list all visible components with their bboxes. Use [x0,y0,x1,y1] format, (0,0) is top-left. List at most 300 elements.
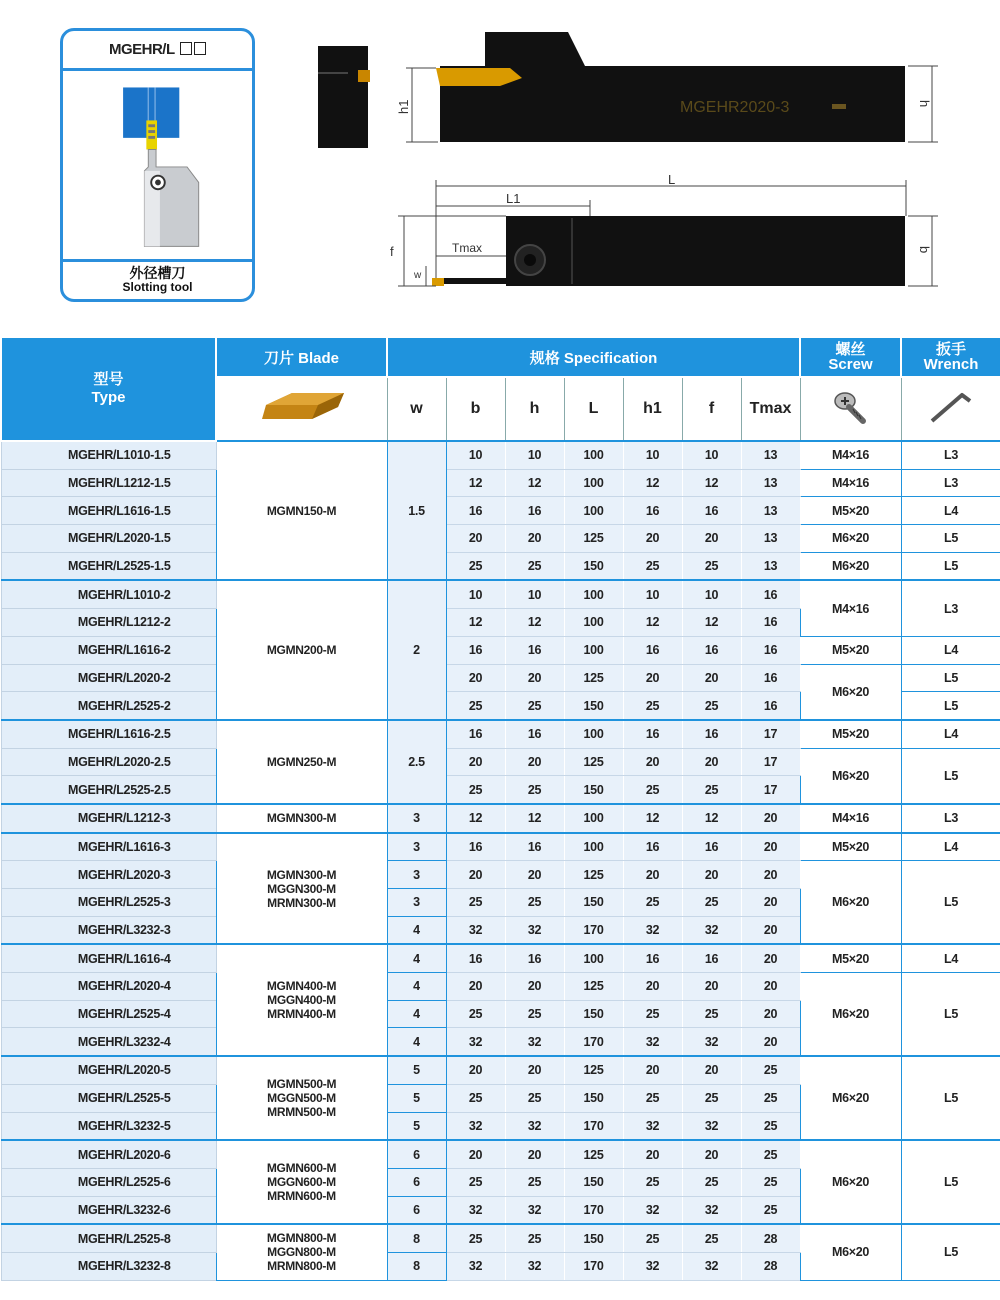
spec-tmax-cell: 13 [741,469,800,497]
spec-h1-cell: 12 [623,609,682,637]
screw-cell: M4×16 [800,469,901,497]
spec-h-cell: 20 [505,1140,564,1168]
col-Tmax: Tmax [741,377,800,441]
table-row [1,497,1000,525]
spec-l-cell: 100 [564,636,623,664]
spec-l-cell: 170 [564,1112,623,1140]
spec-tmax-cell: 16 [741,609,800,637]
type-cell: MGEHR/L3232-5 [1,1112,216,1140]
type-cell: MGEHR/L1010-1.5 [1,441,216,469]
screw-icon [831,387,871,427]
spec-tmax-cell: 13 [741,497,800,525]
type-cell: MGEHR/L3232-8 [1,1252,216,1280]
type-cell: MGEHR/L2020-6 [1,1140,216,1168]
tool-side-view [440,32,905,142]
blade-code: MRMN400-M [267,1007,336,1022]
type-header: 型号 Type [1,337,216,441]
spec-h-cell: 16 [505,833,564,861]
spec-l-cell: 125 [564,748,623,776]
col-h1: h1 [623,377,682,441]
wrench-icon-cell [901,377,1000,441]
spec-h-cell: 25 [505,1168,564,1196]
table-row [1,804,1000,833]
spec-l-cell: 125 [564,861,623,889]
spec-f-cell: 16 [682,497,741,525]
spec-tmax-cell: 20 [741,804,800,833]
blade-cell [216,1140,387,1224]
spec-h1-cell: 25 [623,776,682,804]
slotting-tool-illustration [63,71,252,259]
spec-tmax-cell: 28 [741,1252,800,1280]
wrench-cell: L4 [901,636,1000,664]
table-row [1,636,1000,664]
spec-l-cell: 125 [564,525,623,553]
spec-f-cell: 32 [682,1196,741,1224]
spec-f-cell: 32 [682,1028,741,1056]
spec-h-cell: 25 [505,692,564,720]
spec-f-cell: 32 [682,916,741,944]
spec-h-cell: 16 [505,944,564,972]
spec-tmax-cell: 13 [741,552,800,580]
spec-l-cell: 125 [564,1140,623,1168]
spec-b-cell: 10 [446,580,505,608]
tool-drawing [300,20,950,310]
spec-b-cell: 25 [446,1000,505,1028]
type-cell: MGEHR/L2020-5 [1,1056,216,1084]
w-cell: 2 [387,580,446,719]
spec-tmax-cell: 17 [741,776,800,804]
spec-h1-cell: 20 [623,861,682,889]
spec-b-cell: 32 [446,1196,505,1224]
w-cell: 2.5 [387,720,446,804]
spec-h-cell: 12 [505,469,564,497]
spec-f-cell: 16 [682,944,741,972]
w-cell: 4 [387,916,446,944]
spec-h1-cell: 25 [623,692,682,720]
spec-f-cell: 32 [682,1112,741,1140]
table-row [1,469,1000,497]
spec-b-cell: 32 [446,916,505,944]
spec-l-cell: 100 [564,944,623,972]
blade-cell [216,580,387,719]
type-cell: MGEHR/L2525-3 [1,889,216,917]
spec-tmax-cell: 16 [741,580,800,608]
blade-cell [216,833,387,945]
spec-h1-cell: 25 [623,1084,682,1112]
w-cell: 6 [387,1140,446,1168]
spec-l-cell: 100 [564,497,623,525]
spec-tmax-cell: 13 [741,525,800,553]
wrench-cell: L5 [901,1056,1000,1140]
blade-header: 刀片 Blade [216,337,387,377]
w-cell: 3 [387,804,446,833]
col-h: h [505,377,564,441]
spec-f-cell: 20 [682,1140,741,1168]
type-cell: MGEHR/L2020-3 [1,861,216,889]
spec-h-cell: 25 [505,1224,564,1252]
w-cell: 4 [387,944,446,972]
wrench-cell: L5 [901,1140,1000,1224]
w-cell: 3 [387,833,446,861]
spec-f-cell: 20 [682,664,741,692]
blade-code: MGMN400-M [266,979,337,994]
spec-h1-cell: 20 [623,1056,682,1084]
spec-l-cell: 170 [564,1252,623,1280]
spec-b-cell: 20 [446,664,505,692]
wrench-cell: L4 [901,497,1000,525]
type-cell: MGEHR/L2525-1.5 [1,552,216,580]
blade-code: MGMN300-M [266,867,337,882]
spec-l-cell: 150 [564,1084,623,1112]
spec-h1-cell: 20 [623,973,682,1001]
spec-tmax-cell: 16 [741,636,800,664]
spec-f-cell: 25 [682,1224,741,1252]
spec-l-cell: 170 [564,916,623,944]
screw-cell: M5×20 [800,944,901,972]
type-cell: MGEHR/L1616-3 [1,833,216,861]
spec-h1-cell: 32 [623,1252,682,1280]
card-caption: 外径槽刀 Slotting tool [63,259,252,299]
spec-l-cell: 100 [564,469,623,497]
blade-code: MGGN600-M [267,1175,336,1190]
spec-f-cell: 12 [682,804,741,833]
dim-f: f [390,244,394,259]
spec-f-cell: 25 [682,776,741,804]
spec-b-cell: 25 [446,692,505,720]
screw-cell: M6×20 [800,1056,901,1140]
table-row [1,552,1000,580]
screw-cell: M6×20 [800,1140,901,1224]
w-cell: 3 [387,861,446,889]
table-row [1,973,1000,1001]
w-cell: 5 [387,1084,446,1112]
col-f: f [682,377,741,441]
spec-b-cell: 20 [446,1056,505,1084]
blade-code: MGGN300-M [267,881,336,896]
spec-tmax-cell: 20 [741,889,800,917]
spec-l-cell: 100 [564,720,623,748]
blade-code: MRMN500-M [267,1105,336,1120]
w-cell: 3 [387,889,446,917]
spec-tmax-cell: 25 [741,1140,800,1168]
spec-table-body [1,441,1000,1280]
spec-b-cell: 12 [446,804,505,833]
spec-h1-cell: 20 [623,1140,682,1168]
dim-Tmax: Tmax [452,241,482,255]
spec-f-cell: 25 [682,692,741,720]
spec-b-cell: 12 [446,469,505,497]
spec-h-cell: 20 [505,525,564,553]
type-cell: MGEHR/L1616-1.5 [1,497,216,525]
spec-h-cell: 32 [505,1112,564,1140]
screw-cell: M4×16 [800,804,901,833]
spec-h1-cell: 12 [623,804,682,833]
w-cell: 6 [387,1196,446,1224]
card-title: MGEHR/L [63,31,252,71]
dim-b: b [917,246,932,254]
spec-h-cell: 32 [505,916,564,944]
allen-wrench-icon [926,387,976,427]
spec-h-cell: 20 [505,973,564,1001]
spec-h-cell: 32 [505,1028,564,1056]
spec-b-cell: 20 [446,1140,505,1168]
type-cell: MGEHR/L2525-8 [1,1224,216,1252]
type-cell: MGEHR/L1010-2 [1,580,216,608]
table-row [1,748,1000,776]
spec-h-cell: 12 [505,609,564,637]
blade-code: MGMN600-M [266,1161,337,1176]
type-cell: MGEHR/L2525-2.5 [1,776,216,804]
spec-b-cell: 20 [446,748,505,776]
spec-h-cell: 16 [505,636,564,664]
spec-l-cell: 100 [564,833,623,861]
type-cell: MGEHR/L2020-1.5 [1,525,216,553]
spec-b-cell: 20 [446,973,505,1001]
spec-l-cell: 125 [564,664,623,692]
blade-code: MRMN300-M [267,895,336,910]
blade-cell [216,441,387,580]
blade-code: MGMN200-M [266,643,337,658]
w-cell: 4 [387,973,446,1001]
spec-b-cell: 32 [446,1252,505,1280]
tool-card [60,28,255,302]
screw-cell: M5×20 [800,720,901,748]
blade-cell [216,1224,387,1280]
dim-L1: L1 [506,191,521,206]
dim-h: h [917,100,932,108]
type-cell: MGEHR/L3232-4 [1,1028,216,1056]
blade-code: MGMN500-M [266,1077,337,1092]
spec-h1-cell: 16 [623,944,682,972]
spec-b-cell: 16 [446,944,505,972]
spec-l-cell: 100 [564,609,623,637]
type-cell: MGEHR/L2020-2 [1,664,216,692]
spec-l-cell: 100 [564,580,623,608]
wrench-cell: L5 [901,748,1000,804]
spec-h1-cell: 16 [623,720,682,748]
spec-b-cell: 16 [446,833,505,861]
spec-b-cell: 25 [446,1168,505,1196]
spec-tmax-cell: 25 [741,1084,800,1112]
spec-tmax-cell: 20 [741,1028,800,1056]
screw-cell: M6×20 [800,861,901,945]
spec-h-cell: 10 [505,580,564,608]
type-cell: MGEHR/L2020-4 [1,973,216,1001]
spec-h1-cell: 25 [623,889,682,917]
spec-h1-cell: 32 [623,916,682,944]
type-cell: MGEHR/L3232-6 [1,1196,216,1224]
spec-b-cell: 16 [446,720,505,748]
blade-insert-icon [252,385,352,429]
spec-b-cell: 25 [446,889,505,917]
screw-cell: M5×20 [800,636,901,664]
spec-f-cell: 25 [682,889,741,917]
type-cell: MGEHR/L2020-2.5 [1,748,216,776]
spec-h-cell: 20 [505,861,564,889]
spec-h-cell: 25 [505,776,564,804]
spec-f-cell: 16 [682,833,741,861]
spec-b-cell: 25 [446,552,505,580]
type-cell: MGEHR/L1616-2 [1,636,216,664]
spec-h-cell: 12 [505,804,564,833]
spec-h1-cell: 16 [623,833,682,861]
spec-tmax-cell: 16 [741,664,800,692]
wrench-cell: L5 [901,525,1000,553]
spec-f-cell: 12 [682,469,741,497]
spec-l-cell: 150 [564,1000,623,1028]
spec-h1-cell: 25 [623,1224,682,1252]
dim-w: w [414,270,422,281]
spec-h1-cell: 25 [623,1000,682,1028]
type-cell: MGEHR/L1616-4 [1,944,216,972]
dim-L: L [668,172,676,187]
tool-marking: MGEHR2020-3 [680,99,790,116]
spec-tmax-cell: 20 [741,973,800,1001]
spec-h-cell: 10 [505,441,564,469]
wrench-cell: L3 [901,580,1000,636]
spec-tmax-cell: 25 [741,1056,800,1084]
wrench-cell: L4 [901,833,1000,861]
spec-h-cell: 32 [505,1196,564,1224]
spec-tmax-cell: 20 [741,861,800,889]
w-cell: 8 [387,1224,446,1252]
wrench-cell: L4 [901,720,1000,748]
blade-code: MRMN600-M [267,1189,336,1204]
screw-cell: M6×20 [800,1224,901,1280]
type-cell: MGEHR/L1212-1.5 [1,469,216,497]
type-cell: MGEHR/L2525-5 [1,1084,216,1112]
spec-f-cell: 10 [682,580,741,608]
dim-h1: h1 [396,99,411,114]
product-diagram [0,0,1000,330]
spec-tmax-cell: 17 [741,720,800,748]
type-cell: MGEHR/L2525-4 [1,1000,216,1028]
screw-cell: M5×20 [800,833,901,861]
spec-b-cell: 16 [446,636,505,664]
screw-cell: M6×20 [800,525,901,553]
screw-cell: M5×20 [800,497,901,525]
spec-h1-cell: 10 [623,580,682,608]
wrench-cell: L5 [901,552,1000,580]
wrench-cell: L5 [901,973,1000,1057]
screw-cell: M4×16 [800,580,901,636]
spec-l-cell: 100 [564,441,623,469]
spec-f-cell: 16 [682,720,741,748]
spec-h-cell: 32 [505,1252,564,1280]
spec-h1-cell: 20 [623,748,682,776]
spec-tmax-cell: 25 [741,1112,800,1140]
spec-h1-cell: 25 [623,1168,682,1196]
type-cell: MGEHR/L2525-6 [1,1168,216,1196]
blade-code: MGGN800-M [267,1245,336,1260]
type-cell: MGEHR/L1212-2 [1,609,216,637]
blade-cell [216,804,387,833]
spec-table [0,336,1000,1281]
table-row [1,861,1000,889]
col-w: w [387,377,446,441]
table-row [1,525,1000,553]
wrench-cell: L5 [901,664,1000,692]
spec-tmax-cell: 20 [741,833,800,861]
table-row [1,580,1000,608]
box-icon [194,42,206,55]
spec-l-cell: 150 [564,1224,623,1252]
table-row [1,833,1000,861]
wrench-cell: L5 [901,861,1000,945]
spec-h-cell: 16 [505,720,564,748]
table-row [1,664,1000,692]
tool-top-view [506,216,905,286]
spec-l-cell: 170 [564,1028,623,1056]
blade-code: MGMN800-M [266,1231,337,1246]
spec-h-cell: 20 [505,664,564,692]
col-L: L [564,377,623,441]
table-row [1,944,1000,972]
spec-header: 规格 Specification [387,337,800,377]
spec-b-cell: 10 [446,441,505,469]
spec-tmax-cell: 20 [741,944,800,972]
spec-b-cell: 25 [446,1224,505,1252]
spec-tmax-cell: 28 [741,1224,800,1252]
blade-cell [216,944,387,1056]
spec-h-cell: 20 [505,748,564,776]
w-cell: 4 [387,1028,446,1056]
spec-b-cell: 32 [446,1028,505,1056]
spec-l-cell: 100 [564,804,623,833]
spec-h1-cell: 20 [623,664,682,692]
spec-l-cell: 125 [564,1056,623,1084]
table-row [1,441,1000,469]
spec-l-cell: 170 [564,1196,623,1224]
spec-f-cell: 20 [682,1056,741,1084]
spec-tmax-cell: 13 [741,441,800,469]
spec-b-cell: 20 [446,525,505,553]
spec-l-cell: 150 [564,552,623,580]
table-row [1,1056,1000,1084]
spec-b-cell: 16 [446,497,505,525]
w-cell: 5 [387,1112,446,1140]
blade-code: MGGN500-M [267,1091,336,1106]
type-cell: MGEHR/L3232-3 [1,916,216,944]
spec-f-cell: 32 [682,1252,741,1280]
screw-header: 螺丝 Screw [800,337,901,377]
blade-code: MGGN400-M [267,993,336,1008]
end-view [318,46,368,148]
wrench-cell: L4 [901,944,1000,972]
blade-code: MRMN800-M [267,1259,336,1274]
spec-b-cell: 25 [446,776,505,804]
table-row [1,1224,1000,1252]
w-cell: 6 [387,1168,446,1196]
spec-h1-cell: 20 [623,525,682,553]
blade-cell [216,1056,387,1140]
spec-h1-cell: 12 [623,469,682,497]
spec-f-cell: 25 [682,1168,741,1196]
spec-b-cell: 12 [446,609,505,637]
spec-f-cell: 25 [682,1000,741,1028]
spec-h-cell: 25 [505,1084,564,1112]
spec-b-cell: 32 [446,1112,505,1140]
spec-l-cell: 150 [564,776,623,804]
w-cell: 4 [387,1000,446,1028]
spec-h1-cell: 25 [623,552,682,580]
wrench-cell: L3 [901,441,1000,469]
screw-cell: M4×16 [800,441,901,469]
screw-cell: M6×20 [800,973,901,1057]
table-row [1,1140,1000,1168]
screw-cell: M6×20 [800,664,901,720]
spec-h1-cell: 10 [623,441,682,469]
